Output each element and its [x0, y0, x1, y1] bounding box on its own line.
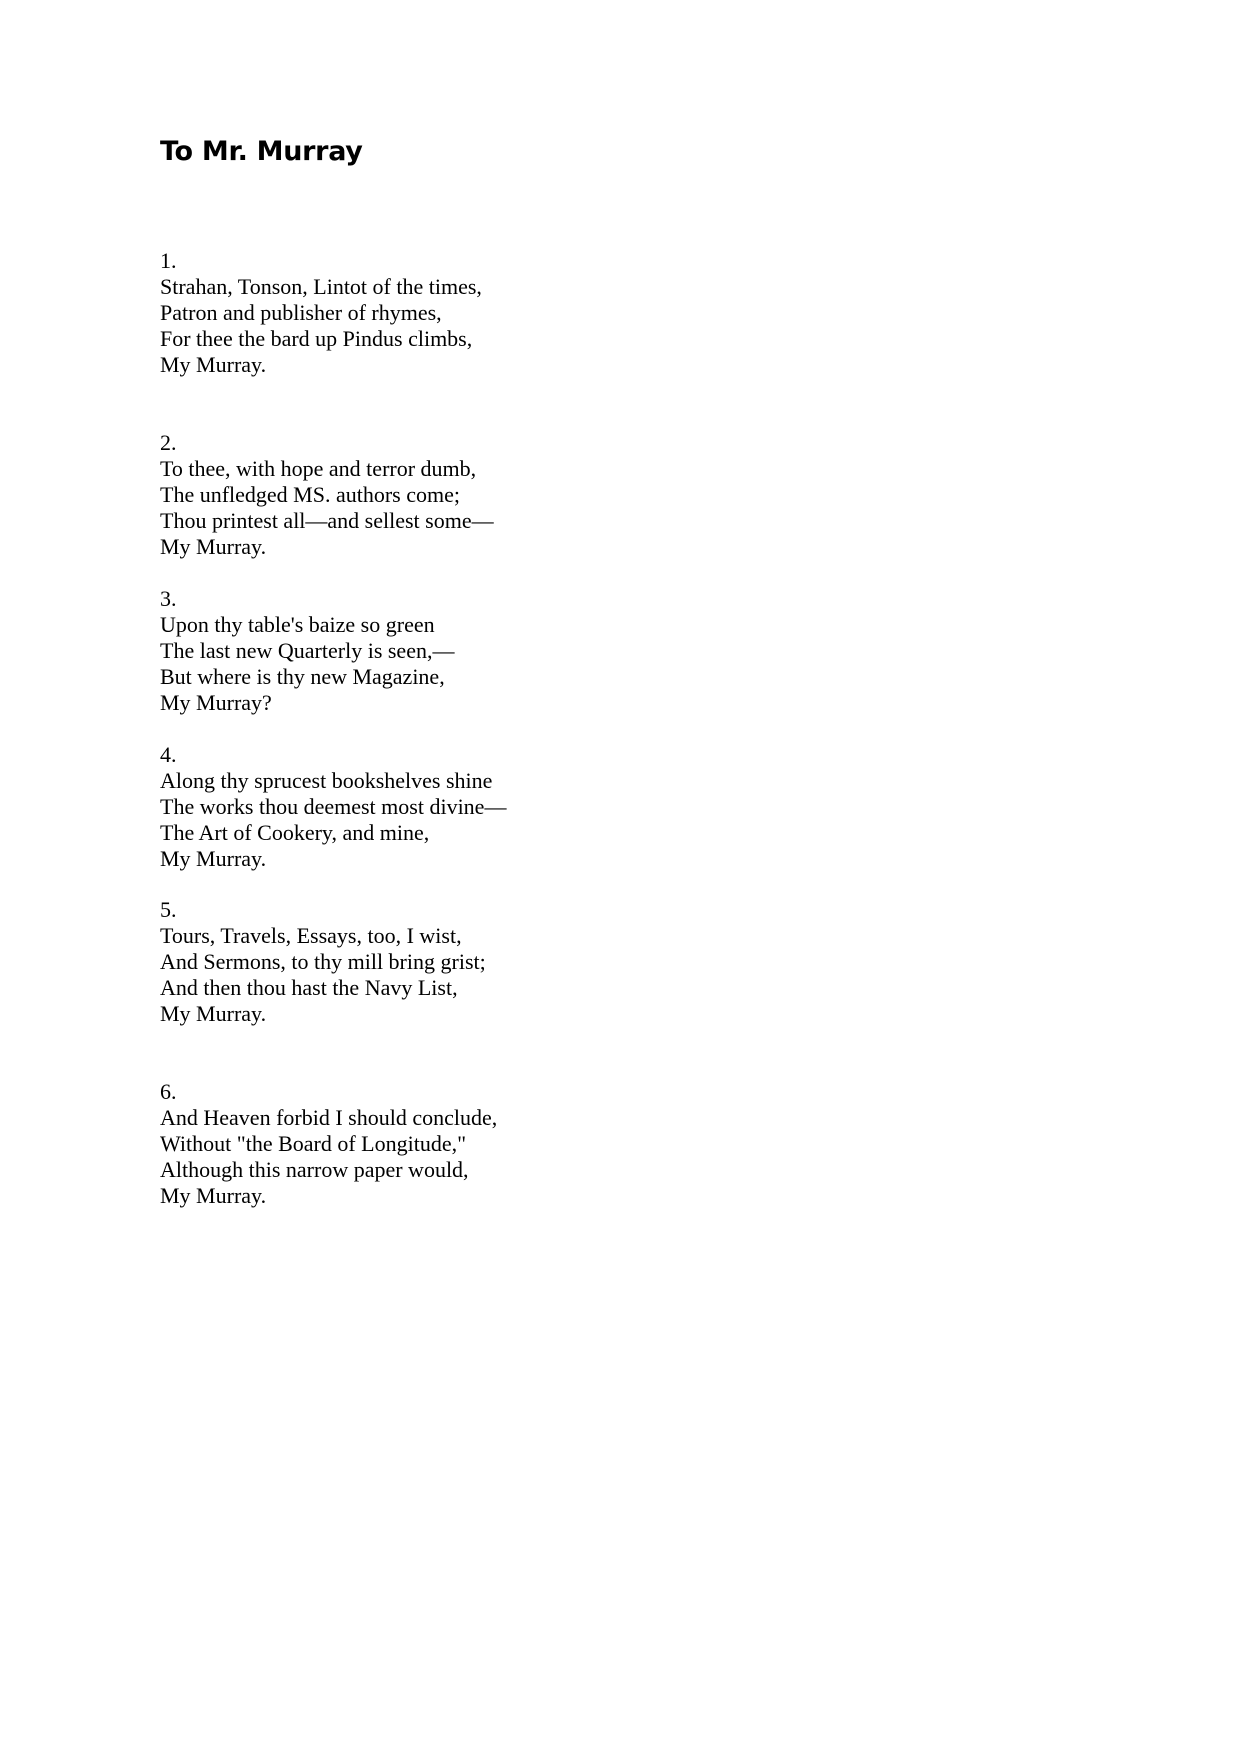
poem-title: To Mr. Murray [160, 136, 363, 167]
poem-line: My Murray. [160, 352, 267, 377]
stanza-number: 6. [160, 1079, 177, 1104]
poem-line: To thee, with hope and terror dumb, [160, 456, 477, 481]
stanza-4 [160, 742, 506, 872]
poem-line: And Sermons, to thy mill bring grist; [160, 949, 486, 974]
poem-line: Tours, Travels, Essays, too, I wist, [160, 923, 462, 948]
poem-line: But where is thy new Magazine, [160, 664, 445, 689]
stanza-5 [160, 897, 486, 1027]
poem-line: My Murray. [160, 534, 267, 559]
poem-line: Without "the Board of Longitude," [160, 1131, 467, 1156]
stanza-3 [160, 586, 454, 716]
poem-line: Strahan, Tonson, Lintot of the times, [160, 274, 482, 299]
poem-line: My Murray. [160, 1001, 267, 1026]
poem-line: My Murray. [160, 1183, 267, 1208]
poem-line: Along thy sprucest bookshelves shine [160, 768, 493, 793]
poem-line: The Art of Cookery, and mine, [160, 820, 430, 845]
poem-line: My Murray? [160, 690, 272, 715]
poem-line: And Heaven forbid I should conclude, [160, 1105, 498, 1130]
stanza-number: 4. [160, 742, 177, 767]
poem-line: The unfledged MS. authors come; [160, 482, 460, 507]
stanza-number: 3. [160, 586, 177, 611]
stanza-number: 1. [160, 248, 177, 273]
poem-line: Although this narrow paper would, [160, 1157, 469, 1182]
poem-line: Patron and publisher of rhymes, [160, 300, 442, 325]
stanza-number: 2. [160, 430, 177, 455]
poem-line: The last new Quarterly is seen,— [160, 638, 455, 663]
stanza-6 [160, 1079, 497, 1209]
poem-line: My Murray. [160, 846, 267, 871]
poem-line: The works thou deemest most divine— [160, 794, 507, 819]
stanza-1 [160, 248, 482, 378]
stanza-number: 5. [160, 897, 177, 922]
poem-line: Thou printest all—and sellest some— [160, 508, 494, 533]
poem-line: And then thou hast the Navy List, [160, 975, 458, 1000]
stanza-2 [160, 430, 494, 560]
poem-line: Upon thy table's baize so green [160, 612, 435, 637]
poem-line: For thee the bard up Pindus climbs, [160, 326, 473, 351]
